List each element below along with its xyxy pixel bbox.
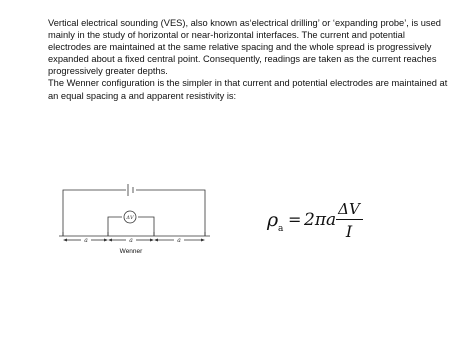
formula-denominator: I bbox=[345, 222, 353, 241]
diagram-caption: Wenner bbox=[119, 248, 143, 255]
formula-coefficient: 2πa bbox=[304, 210, 337, 230]
formula-rho: ρ bbox=[267, 209, 279, 231]
paragraph-ves-description: Vertical electrical sounding (VES), also known as‘electrical drilling’ or ‘expanding probe’, is used mainly in the study of horizontal or near-horizontal interfaces. The current and potential electrodes are maintained at the same relative spacing and the whole spread is progressively expanded about a fixed central point. Consequently, readings are taken as the current reaches progressively greater depths. bbox=[48, 18, 441, 77]
apparent-resistivity-formula bbox=[265, 193, 385, 248]
current-circuit-wire bbox=[63, 190, 126, 236]
formula-equals: = bbox=[288, 210, 302, 229]
body-text bbox=[48, 17, 448, 102]
current-circuit-wire-right bbox=[136, 190, 205, 236]
spacing-label-1: a bbox=[84, 237, 88, 244]
spacing-label-2: a bbox=[129, 237, 133, 244]
potential-circuit-wire-left bbox=[108, 217, 122, 236]
paragraph-wenner-configuration: The Wenner configuration is the simpler in that current and potential electrodes are maintained at an equal spacing a and apparent resistivity is: bbox=[48, 78, 448, 101]
spacing-label-3: a bbox=[177, 237, 181, 244]
potential-circuit-wire-right bbox=[138, 217, 154, 236]
voltmeter-label: ΔV bbox=[126, 215, 134, 222]
formula-subscript: a bbox=[278, 224, 284, 234]
formula-numerator: ΔV bbox=[338, 200, 360, 218]
